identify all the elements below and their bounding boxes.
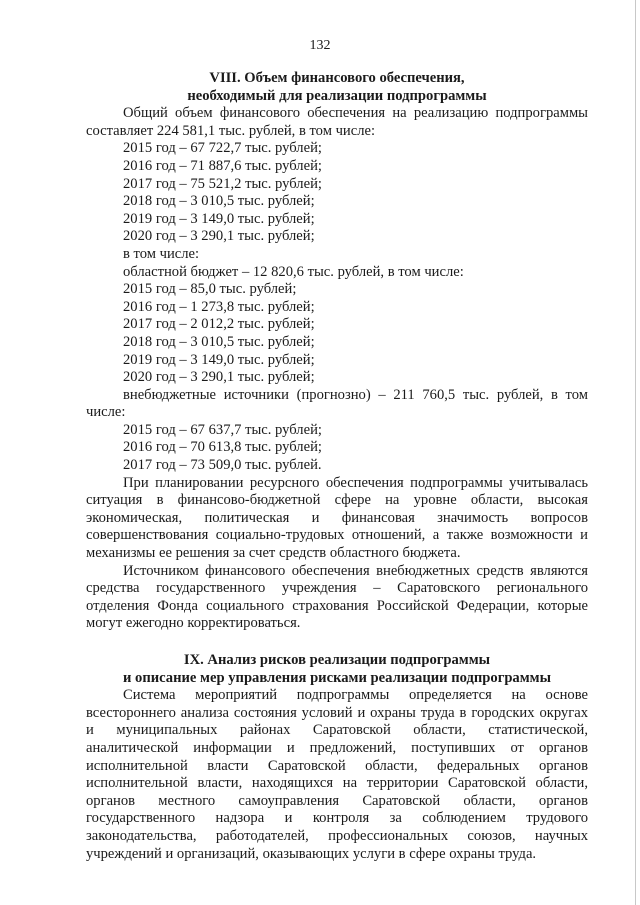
extrabudget-year-2017: 2017 год – 73 509,0 тыс. рублей. (123, 457, 322, 474)
section-8-intro: Общий объем финансового обеспечения на реализацию подпрограммы составляет 224 581,1 тыс. рублей, в том числе: (86, 105, 588, 139)
total-year-2016: 2016 год – 71 887,6 тыс. рублей; (123, 157, 322, 174)
total-year-2015: 2015 год – 67 722,7 тыс. рублей; (123, 140, 322, 157)
section-9-heading (86, 652, 588, 687)
section-9-title-line-2: и описание мер управления рисками реализации подпрограммы (122, 669, 552, 686)
section-8-title-line-2: необходимый для реализации подпрограммы (187, 87, 487, 104)
total-year-2019: 2019 год – 3 149,0 тыс. рублей; (123, 210, 315, 227)
funding-source-paragraph: Источником финансового обеспечения внебюджетных средств являются средства государственного учреждения – Саратовского регионального отделения Фонда социального страхования Российской Федерации, которые могут ежегодно корректироваться. (86, 562, 588, 632)
regional-budget-line: областной бюджет – 12 820,6 тыс. рублей, в том числе: (123, 263, 464, 280)
total-years-list (86, 140, 588, 246)
planning-paragraph: При планировании ресурсного обеспечения подпрограммы учитывалась ситуация в финансово-бюджетной сфере на уровне области, высокая экономическая, политическая и финансовая значимость вопросов совершенствования социально-трудовых отношений, а также возможности и механизмы ее решения за счет средств областного бюджета. (86, 474, 588, 562)
page-edge-line (635, 0, 636, 905)
total-year-2018: 2018 год – 3 010,5 тыс. рублей; (123, 193, 315, 210)
regional-year-2018: 2018 год – 3 010,5 тыс. рублей; (123, 333, 315, 350)
extrabudget-years-list (86, 422, 588, 475)
regional-year-2016: 2016 год – 1 273,8 тыс. рублей; (123, 298, 315, 315)
extrabudget-line: внебюджетные источники (прогнозно) – 211 760,5 тыс. рублей, в том числе: (86, 386, 588, 421)
regional-year-2019: 2019 год – 3 149,0 тыс. рублей; (123, 351, 315, 368)
section-8-heading (86, 70, 588, 105)
extrabudget-year-2015: 2015 год – 67 637,7 тыс. рублей; (123, 421, 322, 438)
total-year-2017: 2017 год – 75 521,2 тыс. рублей; (123, 175, 322, 192)
page-number: 132 (309, 38, 331, 53)
including-label: в том числе: (123, 245, 200, 262)
section-spacer (86, 633, 588, 652)
regional-year-2020: 2020 год – 3 290,1 тыс. рублей; (123, 369, 315, 386)
regional-year-2015: 2015 год – 85,0 тыс. рублей; (123, 281, 297, 298)
risk-analysis-paragraph: Система мероприятий подпрограммы определяется на основе всестороннего анализа состояния условий и охраны труда в городских округах и муниципальных районах Саратовской области, статистической, аналитической информации и предложений, поступивших от органов исполнительной власти Саратовской области, федеральных органов исполнительной власти, находящихся на территории Саратовской области, органов местного самоуправления Саратовской области, органов государственного надзора и контроля за соблюдением трудового законодательства, работодателей, профессиональных союзов, научных учреждений и организаций, оказывающих услуги в сфере охраны труда. (86, 687, 588, 862)
total-year-2020: 2020 год – 3 290,1 тыс. рублей; (123, 228, 315, 245)
extrabudget-year-2016: 2016 год – 70 613,8 тыс. рублей; (123, 439, 322, 456)
regional-years-list (86, 281, 588, 387)
regional-year-2017: 2017 год – 2 012,2 тыс. рублей; (123, 316, 315, 333)
section-8-title-line-1: VIII. Объем финансового обеспечения, (209, 70, 465, 86)
section-9-title-line-1: IX. Анализ рисков реализации подпрограммы (183, 652, 491, 668)
page-content (86, 70, 588, 863)
